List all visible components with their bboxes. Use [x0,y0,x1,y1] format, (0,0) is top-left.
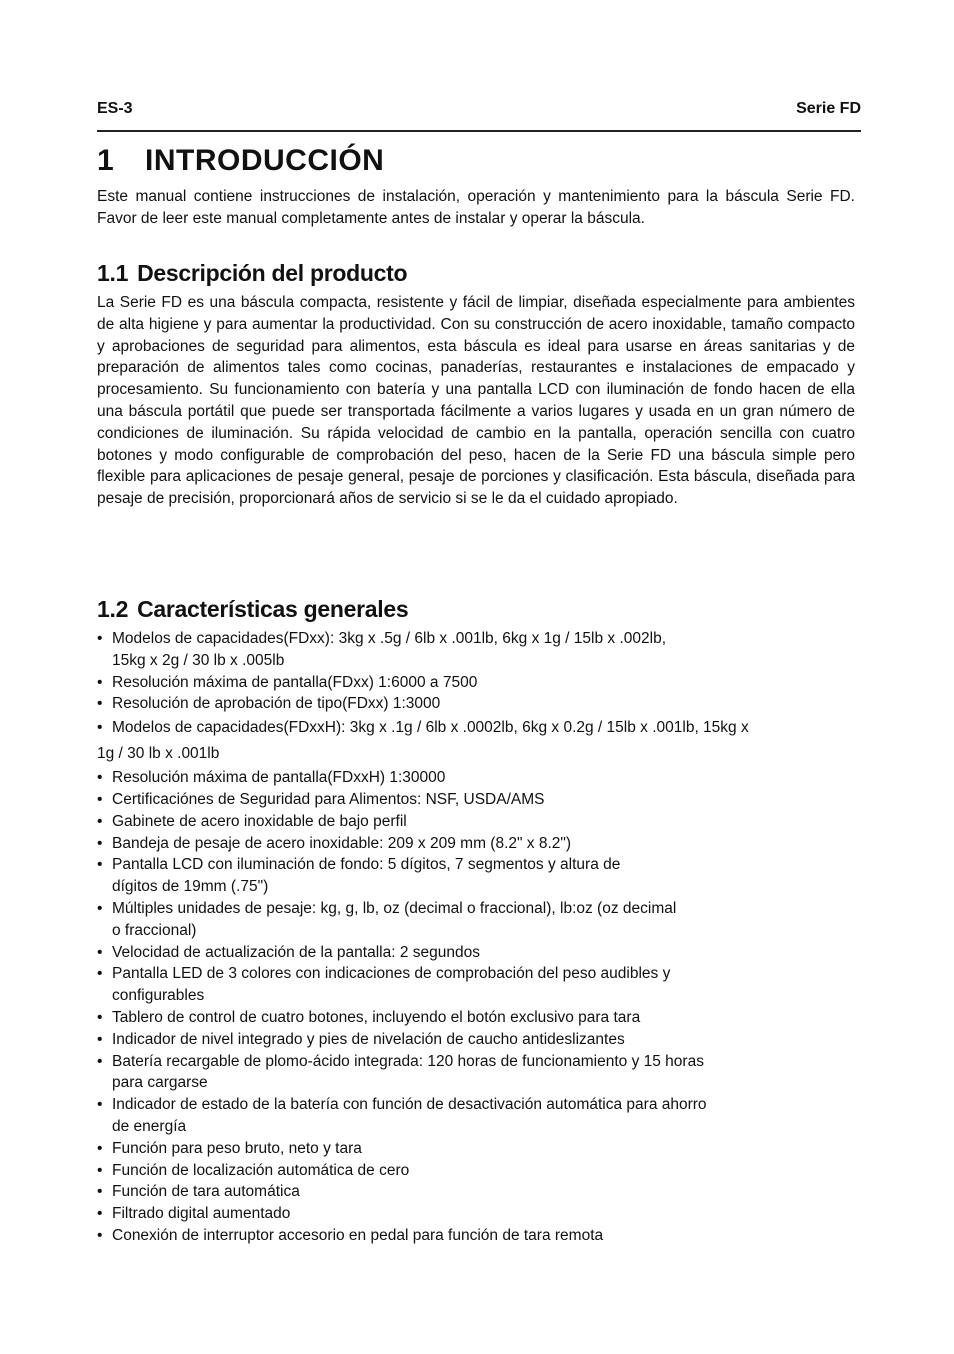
bullet-icon: • [97,812,103,830]
list-item: • Función de localización automática de cero [97,1160,861,1182]
bullet-icon: • [97,790,103,808]
bullet-icon: • [97,1226,103,1244]
page-number: ES-3 [97,100,133,117]
section-1-2-heading [97,596,408,623]
bullet-icon: • [97,695,103,713]
list-item: • Modelos de capacidades(FDxx): 3kg x .5g / 6lb x .001lb, 6kg x 1g / 15lb x .002lb, 15kg x 2g / 30 lb x .005lb [97,630,667,669]
list-item: • Batería recargable de plomo-ácido integrada: 120 horas de funcionamiento y 15 horas para cargarse [97,1052,704,1092]
list-item: • Bandeja de pesaje de acero inoxidable: 209 x 209 mm (8.2" x 8.2") [97,833,861,855]
list-item: • Resolución máxima de pantalla(FDxx) 1:6000 a 7500 [97,672,861,694]
bullet-icon: • [97,769,103,787]
bullet-icon: • [97,834,103,852]
bullet-icon: • [97,1008,103,1026]
list-item: • Indicador de estado de la batería con función de desactivación automática para ahorro de energía [97,1096,707,1135]
bullet-icon: • [97,719,103,737]
bullet-icon: • [97,1183,103,1201]
section-1-1-title: Descripción del producto [137,260,408,286]
list-item: • Conexión de interruptor accesorio en pedal para función de tara remota [97,1225,861,1247]
bullet-icon: • [97,1096,103,1114]
list-item: • Indicador de nivel integrado y pies de nivelación de caucho antideslizantes [97,1029,861,1051]
section-1-2-number: 1.2 [97,596,129,622]
section-1-1-heading [97,260,407,287]
list-item: • Velocidad de actualización de la pantalla: 2 segundos [97,942,861,964]
list-item: • Resolución de aprobación de tipo(FDxx) 1:3000 [97,693,861,715]
bullet-icon: • [97,899,103,917]
section-1-1-number: 1.1 [97,260,129,286]
list-item: • Tablero de control de cuatro botones, incluyendo el botón exclusivo para tara [97,1007,861,1029]
bullet-icon: • [97,1139,103,1157]
section-1-2-title: Características generales [137,596,409,622]
page-header [97,100,861,132]
section-1-body: Este manual contiene instrucciones de instalación, operación y mantenimiento para la báscula Serie FD. Favor de leer este manual completamente antes de instalar y operar la báscula. [97,188,855,227]
bullet-icon: • [97,1030,103,1048]
section-1-number: 1 [97,144,115,177]
list-item: • Múltiples unidades de pesaje: kg, g, lb, oz (decimal o fraccional), lb:oz (oz decimal o fraccional) [97,899,677,939]
bullet-icon: • [97,965,103,983]
series-name: Serie FD [796,100,861,117]
features-list [97,628,861,1247]
bullet-icon: • [97,943,103,961]
list-item: • Gabinete de acero inoxidable de bajo perfil [97,811,861,833]
list-item: • Certificaciónes de Seguridad para Alimentos: NSF, USDA/AMS [97,789,861,811]
bullet-icon: • [97,1052,103,1070]
list-item: • Función para peso bruto, neto y tara [97,1138,861,1160]
bullet-icon: • [97,630,103,647]
list-item: • Modelos de capacidades(FDxxH): 3kg x .1g / 6lb x .0002lb, 6kg x 0.2g / 15lb x .001lb, 15kg x 1g / 30 lb x .001lb [97,715,861,767]
list-item: • Pantalla LED de 3 colores con indicaciones de comprobación del peso audibles y configurables [97,965,671,1005]
section-1-heading [97,144,384,178]
section-1-title: INTRODUCCIÓN [145,144,385,177]
bullet-icon: • [97,1205,103,1223]
bullet-icon: • [97,673,103,691]
bullet-icon: • [97,856,103,874]
bullet-icon: • [97,1161,103,1179]
list-item: • Resolución máxima de pantalla(FDxxH) 1:30000 [97,767,861,789]
section-1-1-body: La Serie FD es una báscula compacta, resistente y fácil de limpiar, diseñada especialmente para ambientes de alta higiene y para aumentar la productividad. Con su construcción de acero inoxidable, tamaño compacto y aprobaciones de seguridad para alimentos, esta báscula es ideal para usarse en áreas sanitarias y de preparación de alimentos tales como cocinas, panaderías, restaurantes e instalaciones de empacado y procesamiento. Su funcionamiento con batería y una pantalla LCD con iluminación de fondo hacen de ella una báscula portátil que puede ser transportada fácilmente a varios lugares y usada en un gran número de condiciones de iluminación. Su rápida velocidad de cambio en la pantalla, operación sencilla con cuatro botones y modo configurable de comprobación del peso, hacen de la Serie FD una báscula simple pero flexible para aplicaciones de pesaje general, pesaje de porciones y clasificación. Esta báscula, diseñada para pesaje de precisión, proporcionará años de servicio si se le da el cuidado apropiado. [97,294,855,508]
list-item: • Función de tara automática [97,1181,861,1203]
list-item: • Pantalla LCD con iluminación de fondo: 5 dígitos, 7 segmentos y altura de dígitos de 19mm (.75") [97,856,621,896]
list-item: • Filtrado digital aumentado [97,1203,861,1225]
